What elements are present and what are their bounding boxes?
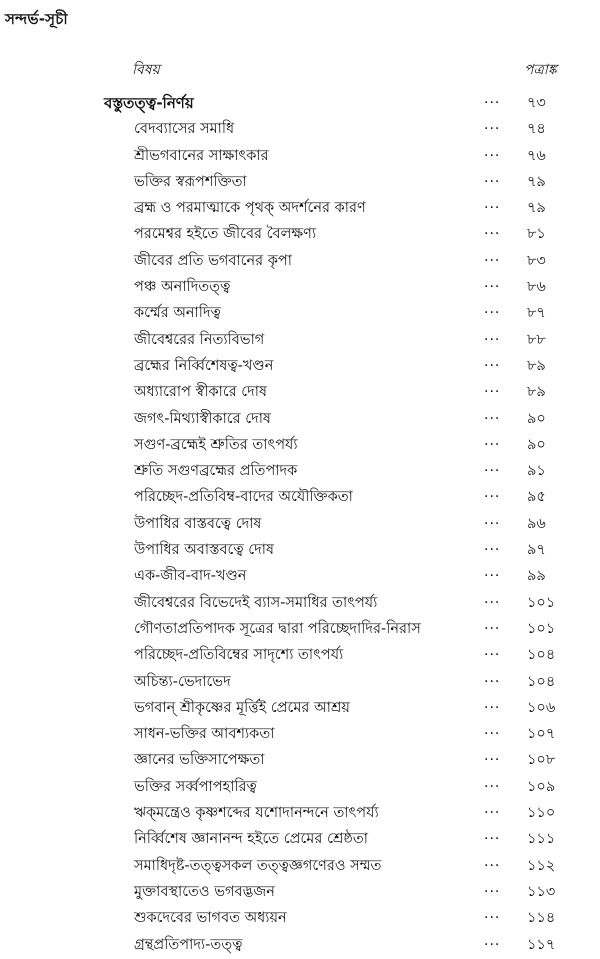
- leader-dots: ...: [484, 669, 501, 686]
- entry-title: জীবেশ্বরের নিত্যবিভাগ: [134, 331, 265, 348]
- entry-page-number: ৯১: [527, 463, 546, 480]
- leader-dots: ...: [484, 327, 501, 344]
- toc-entry: [0, 669, 600, 695]
- entry-title: বেদব্যাসের সমাধি: [134, 121, 235, 138]
- entry-title: গৌণতাপ্রতিপাদক সূত্রের দ্বারা পরিচ্ছেদাদির-নিরাস: [134, 620, 421, 637]
- leader-dots: ...: [484, 511, 501, 528]
- leader-dots: ...: [484, 117, 501, 134]
- entry-title: শুকদেবের ভাগবত অধ্যয়ন: [134, 910, 287, 927]
- column-headers: [0, 58, 600, 80]
- toc-entry: [0, 432, 600, 458]
- entry-title: জগৎ-মিথ্যাস্বীকারে দোষ: [134, 410, 271, 427]
- entry-title: জীবেশ্বরের বিভেদেই ব্যাস-সমাধির তাৎপর্য্য: [134, 594, 378, 611]
- entry-title: পরিচ্ছেদ-প্রতিবিম্ব-বাদের অযৌক্তিকতা: [134, 489, 353, 506]
- entry-page-number: ১১১: [527, 831, 556, 848]
- entry-page-number: ১১২: [527, 857, 556, 874]
- entry-title: শ্রীভগবানের সাক্ষাৎকার: [134, 147, 269, 164]
- entry-page-number: ৮৮: [527, 331, 546, 348]
- entry-page-number: ১১৩: [527, 883, 556, 900]
- toc-entry: [0, 563, 600, 589]
- running-head: সন্দর্ভ-সূচী: [5, 10, 68, 28]
- entry-page-number: ১০৪: [527, 647, 556, 664]
- leader-dots: ...: [484, 222, 501, 239]
- leader-dots: ...: [484, 91, 501, 107]
- leader-dots: ...: [484, 143, 501, 160]
- entry-title: শ্রুতি সগুণব্রহ্মের প্রতিপাদক: [134, 463, 298, 480]
- leader-dots: ...: [484, 301, 501, 318]
- leader-dots: ...: [484, 827, 501, 844]
- entry-page-number: ৮৩: [527, 252, 546, 269]
- leader-dots: ...: [484, 406, 501, 423]
- entry-title: অধ্যারোপ স্বীকারে দোষ: [134, 384, 267, 401]
- toc-entry: [0, 800, 600, 826]
- entry-title: মুক্তাবস্থাতেও ভগবদ্ভজন: [134, 883, 275, 900]
- entry-page-number: ৯০: [527, 410, 546, 427]
- entry-page-number: ১০৪: [527, 673, 556, 690]
- entry-page-number: ৯৫: [527, 489, 546, 506]
- leader-dots: ...: [484, 275, 501, 292]
- leader-dots: ...: [484, 643, 501, 660]
- entry-page-number: ১০১: [527, 594, 556, 611]
- entry-title: ভক্তির সর্ব্বপাপহারিত্ব: [134, 778, 257, 795]
- toc-entry: [0, 458, 600, 484]
- entry-page-number: ৭৩: [527, 95, 546, 111]
- entry-title: ব্রহ্মের নির্ব্বিশেষত্ব-খণ্ডন: [134, 357, 274, 374]
- leader-dots: ...: [484, 590, 501, 607]
- entry-page-number: ৭৯: [527, 200, 546, 217]
- leader-dots: ...: [484, 879, 501, 896]
- leader-dots: ...: [484, 906, 501, 923]
- leader-dots: ...: [484, 748, 501, 765]
- entry-page-number: ১০৮: [527, 752, 556, 769]
- entry-page-number: ৭৬: [527, 147, 546, 164]
- leader-dots: ...: [484, 853, 501, 870]
- leader-dots: ...: [484, 538, 501, 555]
- leader-dots: ...: [484, 485, 501, 502]
- toc-entry: [0, 616, 600, 642]
- entry-page-number: ৮৬: [527, 279, 546, 296]
- entry-page-number: ৮৯: [527, 384, 546, 401]
- entry-title: পরমেশ্বর হইতে জীবের বৈলক্ষণ্য: [134, 226, 317, 243]
- entry-page-number: ১১০: [527, 805, 556, 822]
- toc-entry: [0, 695, 600, 721]
- toc-entry: [0, 353, 600, 379]
- page-column-heading: পত্রাঙ্ক: [524, 62, 557, 78]
- toc-entry: [0, 484, 600, 510]
- leader-dots: ...: [484, 801, 501, 818]
- entry-title: গ্রন্থপ্রতিপাদ্য-তত্ত্ব: [134, 936, 243, 953]
- entry-title: উপাধির বাস্তবত্বে দোষ: [134, 515, 262, 532]
- leader-dots: ...: [484, 616, 501, 633]
- entry-page-number: ৯৬: [527, 515, 546, 532]
- entry-title: জ্ঞানের ভক্তিসাপেক্ষতা: [134, 752, 265, 769]
- subject-column-heading: বিষয়: [132, 62, 160, 78]
- toc-entry: [0, 116, 600, 142]
- leader-dots: ...: [484, 380, 501, 397]
- entry-title: ব্রহ্ম ও পরমাত্মাকে পৃথক্ অদর্শনের কারণ: [134, 200, 366, 217]
- entry-page-number: ৭৪: [527, 121, 546, 138]
- entry-title: নির্ব্বিশেষ জ্ঞানানন্দ হইতে প্রেমের শ্রেষ্ঠতা: [134, 831, 368, 848]
- entry-page-number: ৯৯: [527, 568, 546, 585]
- entry-page-number: ৮৯: [527, 357, 546, 374]
- toc-main-entry: [0, 90, 600, 116]
- toc-entry: [0, 511, 600, 537]
- entry-page-number: ১০৯: [527, 778, 556, 795]
- toc-entry: [0, 721, 600, 747]
- toc-entry: [0, 747, 600, 773]
- entry-title: এক-জীব-বাদ-খণ্ডন: [134, 568, 247, 585]
- toc-entry: [0, 221, 600, 247]
- entry-title: বস্তুতত্ত্ব-নির্ণয়: [104, 94, 194, 112]
- leader-dots: ...: [484, 196, 501, 213]
- leader-dots: ...: [484, 432, 501, 449]
- toc-entry: [0, 879, 600, 905]
- toc-entry: [0, 274, 600, 300]
- leader-dots: ...: [484, 169, 501, 186]
- entry-title: ভক্তির স্বরূপশক্তিতা: [134, 173, 247, 190]
- entry-title: জীবের প্রতি ভগবানের কৃপা: [134, 252, 292, 269]
- entry-page-number: ১০৬: [527, 699, 556, 716]
- toc-entry: [0, 590, 600, 616]
- entry-title: পরিচ্ছেদ-প্রতিবিম্বের সাদৃশ্যে তাৎপর্য্য: [134, 647, 344, 664]
- toc-entry: [0, 327, 600, 353]
- toc-entry: [0, 853, 600, 879]
- entry-page-number: ১০৭: [527, 726, 556, 743]
- entry-title: ঋক্‌মন্ত্রেও কৃষ্ণশব্দের যশোদানন্দনে তাৎপর্য্য: [134, 805, 379, 822]
- toc-entry: [0, 300, 600, 326]
- leader-dots: ...: [484, 695, 501, 712]
- toc-entry: [0, 248, 600, 274]
- toc-entry: [0, 905, 600, 931]
- toc-entry: [0, 932, 600, 958]
- entry-page-number: ১১৪: [527, 910, 556, 927]
- entry-title: সগুণ-ব্রহ্মেই শ্রুতির তাৎপর্য্য: [134, 436, 298, 453]
- table-of-contents: [0, 90, 600, 958]
- leader-dots: ...: [484, 932, 501, 949]
- leader-dots: ...: [484, 774, 501, 791]
- toc-entry: [0, 774, 600, 800]
- toc-entry: [0, 195, 600, 221]
- leader-dots: ...: [484, 248, 501, 265]
- leader-dots: ...: [484, 459, 501, 476]
- toc-entry: [0, 537, 600, 563]
- toc-entry: [0, 406, 600, 432]
- entry-page-number: ১১৭: [527, 936, 556, 953]
- entry-title: উপাধির অবাস্তবত্বে দোষ: [134, 542, 274, 559]
- leader-dots: ...: [484, 564, 501, 581]
- entry-title: অচিন্ত্য-ভেদাভেদ: [134, 673, 231, 690]
- entry-page-number: ৮১: [527, 226, 546, 243]
- entry-title: পঞ্চ অনাদিতত্ত্ব: [134, 279, 231, 296]
- entry-page-number: ৭৯: [527, 173, 546, 190]
- toc-entry: [0, 143, 600, 169]
- entry-page-number: ৯০: [527, 436, 546, 453]
- entry-title: ভগবান্ শ্রীকৃষ্ণের মূর্ত্তিই প্রেমের আশ্রয়: [134, 699, 350, 716]
- entry-page-number: ৯৭: [527, 542, 546, 559]
- toc-entry: [0, 379, 600, 405]
- entry-title: সমাধিদৃষ্ট-তত্ত্বসকল তত্ত্বজ্ঞগণেরও সম্মত: [134, 857, 382, 874]
- leader-dots: ...: [484, 353, 501, 370]
- leader-dots: ...: [484, 722, 501, 739]
- entry-title: কর্ম্মের অনাদিত্ব: [134, 305, 221, 322]
- entry-page-number: ১০১: [527, 620, 556, 637]
- toc-entry: [0, 826, 600, 852]
- entry-title: সাধন-ভক্তির আবশ্যকতা: [134, 726, 275, 743]
- toc-entry: [0, 642, 600, 668]
- entry-page-number: ৮৭: [527, 305, 546, 322]
- toc-entry: [0, 169, 600, 195]
